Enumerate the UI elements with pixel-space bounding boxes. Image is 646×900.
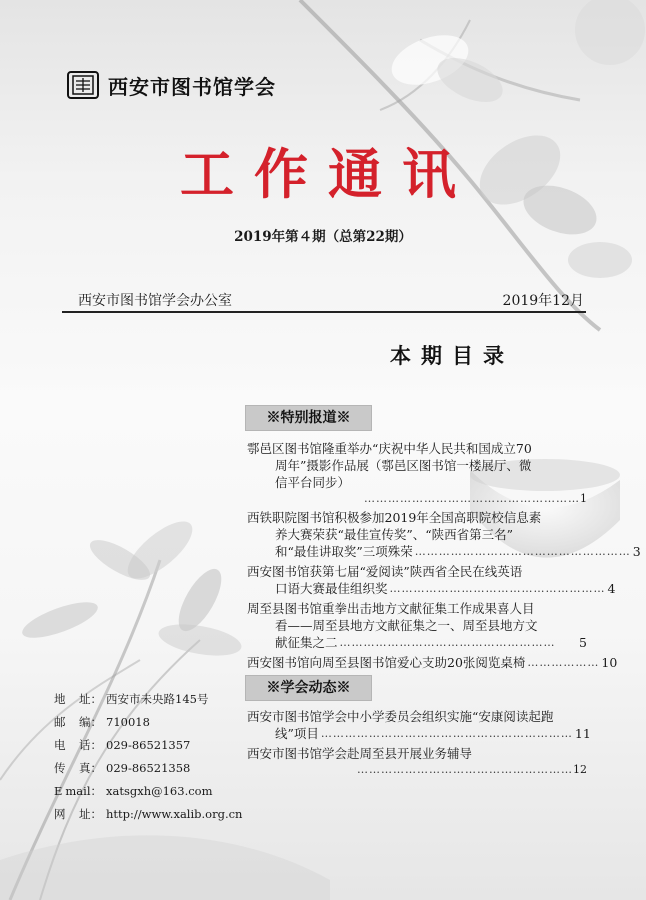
address-value: 西安市未央路145号 bbox=[106, 692, 209, 706]
toc-item-line: 养大赛荣获“最佳宣传奖”、“陕西省第三名” bbox=[275, 527, 514, 542]
contact-row-website: 网 址： http://www.xalib.org.cn bbox=[54, 803, 242, 826]
toc-leader: ……………………………………………… bbox=[339, 636, 556, 649]
newsletter-title: 工作通讯 bbox=[180, 142, 476, 206]
library-seal-icon bbox=[66, 70, 100, 100]
section-tab-society-news: ※学会动态※ bbox=[245, 675, 372, 701]
toc-item[interactable] bbox=[247, 440, 587, 506]
contact-row-phone: 电 话： 029-86521357 bbox=[54, 734, 242, 757]
page-number: 3 bbox=[632, 544, 641, 559]
toc-item-line: 西安市图书馆学会中小学委员会组织实施“安康阅读起跑 bbox=[247, 709, 554, 724]
toc-leader: ……………………………………………… bbox=[414, 545, 631, 558]
toc-item[interactable] bbox=[247, 654, 618, 671]
publisher-office: 西安市图书馆学会办公室 bbox=[78, 293, 232, 309]
toc-leader: ……………………………………………… bbox=[389, 582, 606, 595]
page-number: 10 bbox=[601, 655, 618, 670]
toc-leader: ………………………………………………1 bbox=[364, 492, 587, 505]
contact-row-address: 地 址： 西安市未央路145号 bbox=[54, 688, 242, 711]
toc-item-line: 周至县图书馆重拳出击地方文献征集工作成果喜人目 bbox=[247, 601, 535, 616]
toc-item-line: 西铁职院图书馆积极参加2019年全国高职院校信息素 bbox=[247, 510, 542, 525]
publication-date: 2019年12月 bbox=[502, 293, 584, 309]
toc-item-line: 西安市图书馆学会赴周至县开展业务辅导 bbox=[247, 746, 473, 761]
toc-item[interactable] bbox=[247, 708, 591, 742]
contact-row-fax: 传 真： 029-86521358 bbox=[54, 757, 242, 780]
page-number: 11 bbox=[574, 726, 591, 741]
toc-item-line: 鄠邑区图书馆隆重举办“庆祝中华人民共和国成立70 bbox=[247, 441, 532, 456]
contact-row-postcode: 邮 编： 710018 bbox=[54, 711, 242, 734]
page-number: 1 bbox=[580, 492, 587, 505]
toc-item-row bbox=[247, 654, 618, 671]
org-name: 西安市图书馆学会 bbox=[108, 74, 276, 99]
toc-item-line: 西安图书馆获第七届“爱阅读”陕西省全民在线英语 bbox=[247, 564, 523, 579]
toc-item-line: 西安图书馆向周至县图书馆爱心支助20张阅览桌椅 bbox=[247, 655, 526, 670]
page-number: 5 bbox=[579, 635, 587, 650]
toc-list-special-report bbox=[247, 440, 641, 674]
issue-number: 2019年第４期（总第22期） bbox=[234, 229, 412, 245]
toc-item-row bbox=[247, 580, 616, 597]
toc-item-line: 看——周至县地方文献征集之一、周至县地方文 bbox=[275, 618, 538, 633]
page-number: 12 bbox=[573, 763, 587, 776]
website-link[interactable]: http://www.xalib.org.cn bbox=[106, 807, 243, 821]
toc-title: 本期目录 bbox=[390, 343, 514, 368]
toc-item[interactable] bbox=[247, 563, 616, 597]
toc-item-line: 口语大赛最佳组织奖 bbox=[275, 581, 388, 596]
toc-item-line: 线”项目 bbox=[275, 726, 319, 741]
fax-value: 029-86521358 bbox=[106, 761, 191, 775]
org-header bbox=[66, 70, 276, 100]
toc-item-row bbox=[247, 725, 591, 742]
contact-row-email: E mail： xatsgxh@163.com bbox=[54, 780, 242, 803]
toc-leader: ……………… bbox=[527, 656, 600, 669]
phone-value: 029-86521357 bbox=[106, 738, 191, 752]
postcode-value: 710018 bbox=[106, 715, 150, 729]
email-link[interactable]: xatsgxh@163.com bbox=[106, 784, 213, 798]
toc-list-society-news bbox=[247, 708, 591, 780]
toc-item[interactable] bbox=[247, 600, 587, 651]
section-tab-special-report: ※特别报道※ bbox=[245, 405, 372, 431]
toc-item[interactable] bbox=[247, 509, 641, 560]
page-number: 4 bbox=[607, 581, 616, 596]
toc-item-row bbox=[247, 543, 641, 560]
toc-item-line: 和“最佳讲取奖”三项殊荣 bbox=[275, 544, 413, 559]
toc-item[interactable] bbox=[247, 745, 587, 777]
divider bbox=[62, 311, 586, 313]
toc-item-row bbox=[247, 634, 587, 651]
toc-leader: ……………………………………………………… bbox=[320, 727, 573, 740]
toc-item-line: 信平台同步） bbox=[275, 475, 351, 490]
toc-item-line: 周年”摄影作品展（鄠邑区图书馆一楼展厅、微 bbox=[275, 458, 532, 473]
toc-item-line: 献征集之二 bbox=[275, 635, 338, 650]
toc-leader: ………………………………………………12 bbox=[357, 763, 587, 776]
contact-info bbox=[54, 688, 242, 826]
